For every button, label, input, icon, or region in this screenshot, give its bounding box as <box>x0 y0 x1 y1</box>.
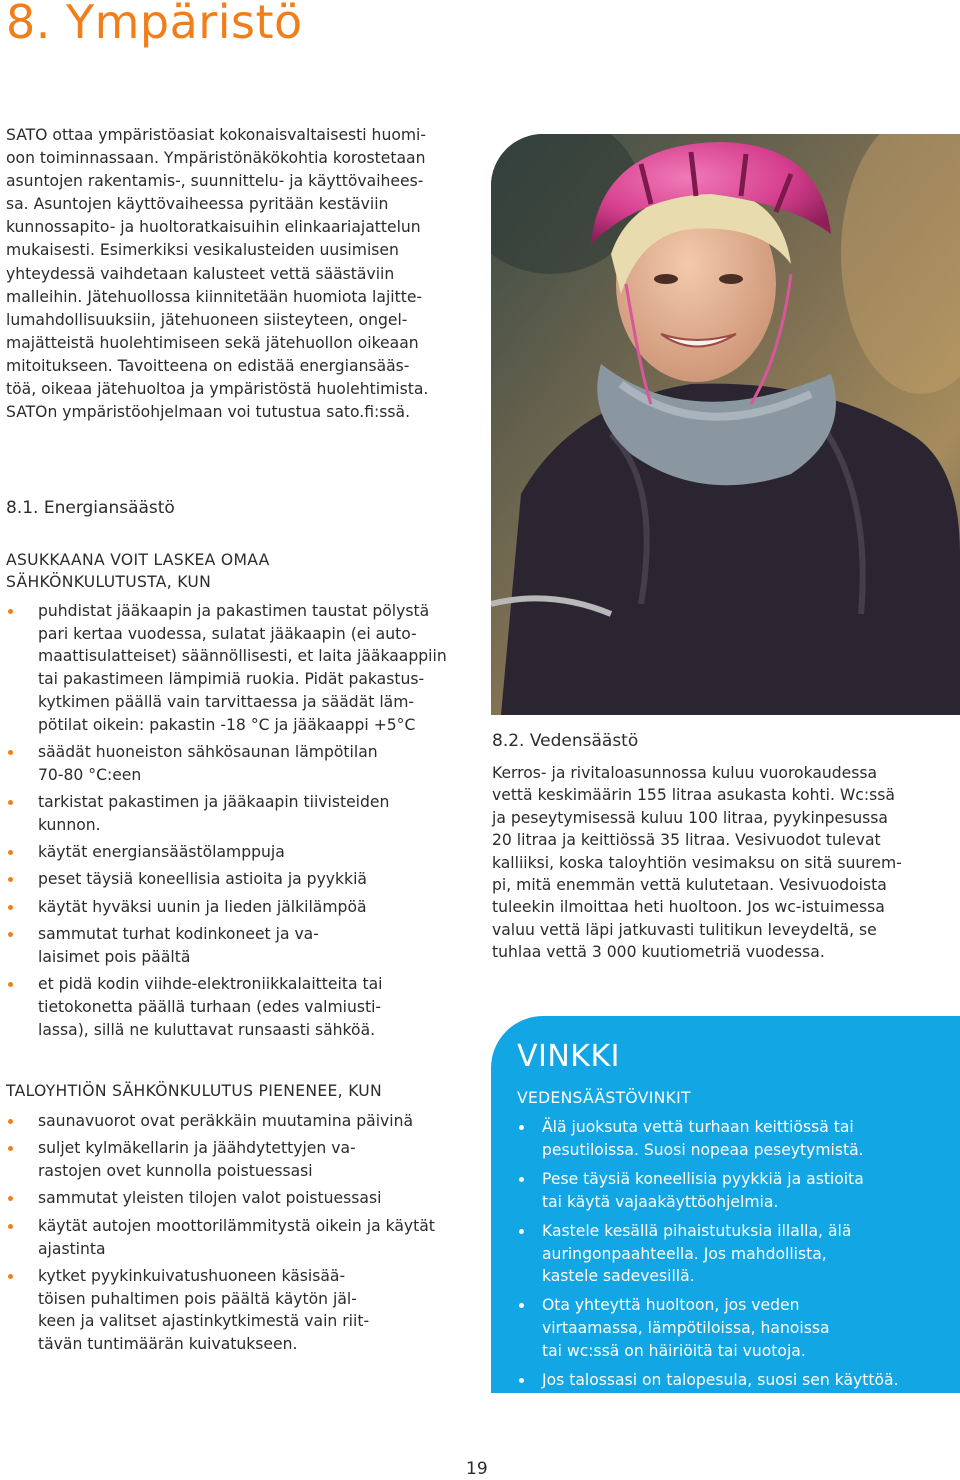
text-line: töä, oikeaa jätehuoltoa ja ympäristöstä huolehtimista. <box>6 380 429 399</box>
text-line: tietokonetta päällä turhaan (edes valmiusti- <box>38 998 382 1017</box>
list-item <box>6 923 476 968</box>
text-line: yhteydessä vaihdetaan kalusteet vettä säästäviin <box>6 264 395 283</box>
text-line: tarkistat pakastimen ja jääkaapin tiivisteiden <box>38 793 390 811</box>
text-line: asuntojen rakentamis-, suunnittelu- ja käyttövaihees- <box>6 172 424 191</box>
text-line: et pidä kodin viihde-elektroniikkalaitteita tai <box>38 975 383 994</box>
text-line: pi, mitä enemmän vettä kulutetaan. Vesivuodoista <box>492 876 887 895</box>
list2-heading: TALOYHTIÖN SÄHKÖNKULUTUS PIENENEE, KUN <box>6 1082 382 1100</box>
bullet-icon <box>8 1146 13 1151</box>
text-line: oon toiminnassaan. Ympäristönäkökohtia korostetaan <box>6 149 426 168</box>
text-line: säädät huoneiston sähkösaunan lämpötilan <box>38 742 378 761</box>
list-item <box>6 896 476 919</box>
text-line: töisen puhaltimen pois päältä käytön jäl- <box>38 1289 357 1308</box>
bullet-icon <box>8 982 13 987</box>
bullet-icon <box>8 1274 13 1279</box>
list-item <box>6 868 476 891</box>
intro-paragraph <box>6 124 476 424</box>
text-line: valuu vettä läpi jatkuvasti tulitikun leveydeltä, se <box>492 920 877 939</box>
text-line: Ota yhteyttä huoltoon, jos veden <box>542 1296 800 1315</box>
text-line: tai käytä vajaakäyttöohjelmia. <box>542 1192 779 1211</box>
text-line: malleihin. Jätehuollossa kiinnitetään huomiota lajitte- <box>6 287 423 306</box>
vinkki-box <box>491 1016 960 1393</box>
text-line: sammutat turhat kodinkoneet ja va- <box>38 925 319 944</box>
bullet-icon <box>8 609 13 614</box>
text-line: mukaisesti. Esimerkiksi vesikalusteiden uusimisen <box>6 241 399 260</box>
list-item <box>6 791 476 836</box>
text-line: Kerros- ja rivitaloasunnossa kuluu vuorokaudessa <box>492 764 878 782</box>
text-line: SATO ottaa ympäristöasiat kokonaisvaltaisesti huomi- <box>6 126 427 144</box>
page-number: 19 <box>466 1459 488 1479</box>
bullet-icon <box>519 1378 524 1383</box>
list-item <box>6 1265 476 1356</box>
energy-tips-list <box>6 600 476 1046</box>
text-line: tai wc:ssä on häiriöitä tai vuotoja. <box>542 1341 806 1360</box>
bullet-icon <box>8 905 13 910</box>
text-line: pari kertaa vuodessa, sulatat jääkaapin (ei auto- <box>38 624 417 643</box>
text-line: virtaamassa, lämpötiloissa, hanoissa <box>542 1319 830 1338</box>
bullet-icon <box>519 1229 524 1234</box>
vinkki-subtitle: VEDENSÄÄSTÖVINKIT <box>517 1089 691 1107</box>
text-line: sa. Asuntojen käyttövaiheessa pyritään kestäviin <box>6 195 389 214</box>
text-line: laisimet pois päältä <box>38 947 191 966</box>
vinkki-list <box>517 1116 947 1398</box>
text-line: suljet kylmäkellarin ja jäähdytettyjen va- <box>38 1139 356 1158</box>
bullet-icon <box>519 1177 524 1182</box>
text-line: kytkimen päällä vain tarvittaessa ja säädät läm- <box>38 692 415 711</box>
list1-heading <box>6 550 270 593</box>
text-line: kalliiksi, koska taloyhtiön vesimaksu on sitä suurem- <box>492 853 902 872</box>
bullet-icon <box>8 750 13 755</box>
text-line: saunavuorot ovat peräkkäin muutamina päivinä <box>38 1112 414 1130</box>
text-line: sammutat yleisten tilojen valot poistuessasi <box>38 1189 382 1208</box>
text-line: 20 litraa ja keittiössä 35 litraa. Vesivuodot tulevat <box>492 831 881 850</box>
bullet-icon <box>519 1303 524 1308</box>
text-line: Kastele kesällä pihaistutuksia illalla, älä <box>542 1221 852 1240</box>
bullet-icon <box>8 800 13 805</box>
list-item <box>517 1116 947 1161</box>
text-line: kytket pyykinkuivatushuoneen käsisää- <box>38 1266 346 1285</box>
text-line: Pese täysiä koneellisia pyykkiä ja astioita <box>542 1169 864 1188</box>
text-line: käytät autojen moottorilämmitystä oikein ja käytät <box>38 1216 435 1235</box>
list-item <box>6 741 476 786</box>
list-item <box>6 1215 476 1260</box>
cyclist-illustration <box>491 134 960 715</box>
page-title: 8. Ympäristö <box>6 0 303 49</box>
text-line: käytät energiansäästölamppuja <box>38 843 285 862</box>
text-line: tuleekin ilmoittaa heti huoltoon. Jos wc-istuimessa <box>492 898 885 917</box>
list-item <box>517 1220 947 1288</box>
list-item <box>6 1137 476 1182</box>
text-line: ja peseytymisessä kuluu 100 litraa, pyykinpesussa <box>492 808 888 827</box>
bullet-icon <box>8 1224 13 1229</box>
text-line: rastojen ovet kunnolla poistuessasi <box>38 1162 313 1181</box>
bullet-icon <box>8 1119 13 1124</box>
text-line: puhdistat jääkaapin ja pakastimen taustat pölystä <box>38 602 430 620</box>
text-line: peset täysiä koneellisia astioita ja pyykkiä <box>38 870 367 889</box>
list-item <box>6 841 476 864</box>
text-line: auringonpaahteella. Jos mahdollista, <box>542 1244 827 1263</box>
bullet-icon <box>8 1196 13 1201</box>
text-line: pötilat oikein: pakastin -18 °C ja jääkaappi +5°C <box>38 715 416 734</box>
vinkki-title: VINKKI <box>517 1039 621 1074</box>
water-heading: 8.2. Vedensäästö <box>492 731 639 751</box>
bullet-icon <box>519 1125 524 1130</box>
text-line: tävän tuntimäärän kuivatukseen. <box>38 1335 298 1354</box>
text-line: vettä keskimäärin 155 litraa asukasta kohti. Wc:ssä <box>492 786 895 805</box>
water-paragraph <box>492 762 952 964</box>
text-line: käytät hyväksi uunin ja lieden jälkilämpöä <box>38 897 367 916</box>
text-line: lassa), sillä ne kuluttavat runsaasti sähköä. <box>38 1020 376 1039</box>
list1-heading-line: SÄHKÖNKULUTUSTA, KUN <box>6 572 212 591</box>
text-line: pesutiloissa. Suosi nopeaa peseytymistä. <box>542 1140 864 1159</box>
bullet-icon <box>8 877 13 882</box>
text-line: SATOn ympäristöohjelmaan voi tutustua sato.fi:ssä. <box>6 403 411 422</box>
cyclist-photo <box>491 134 960 715</box>
list-item <box>6 973 476 1041</box>
text-line: tuhlaa vettä 3 000 kuutiometriä vuodessa. <box>492 943 825 962</box>
bullet-icon <box>8 932 13 937</box>
list1-heading-line: ASUKKAANA VOIT LASKEA OMAA <box>6 551 270 569</box>
text-line: 70-80 °C:een <box>38 765 142 784</box>
text-line: majätteistä huolehtimiseen sekä jätehuollon oikeaan <box>6 333 419 352</box>
list-item <box>6 600 476 736</box>
building-tips-list <box>6 1110 476 1360</box>
list-item <box>517 1294 947 1362</box>
list-item <box>6 1110 476 1133</box>
text-line: lumahdollisuuksiin, jätehuoneen siisteyteen, ongel- <box>6 310 408 329</box>
text-line: Jos talossasi on talopesula, suosi sen käyttöä. <box>542 1371 899 1390</box>
text-line: maattisulatteiset) säännöllisesti, et laita jääkaappiin <box>38 647 447 666</box>
list-item <box>6 1187 476 1210</box>
energy-heading: 8.1. Energiansäästö <box>6 498 175 518</box>
text-line: keen ja valitset ajastinkytkimestä vain riit- <box>38 1312 370 1331</box>
list-item <box>517 1369 947 1392</box>
bullet-icon <box>8 850 13 855</box>
text-line: ajastinta <box>38 1239 106 1258</box>
text-line: Älä juoksuta vettä turhaan keittiössä tai <box>542 1118 854 1136</box>
text-line: kunnossapito- ja huoltoratkaisuihin elinkaariajattelun <box>6 218 421 237</box>
text-line: kunnon. <box>38 815 101 834</box>
text-line: kastele sadevesillä. <box>542 1267 695 1286</box>
list-item <box>517 1168 947 1213</box>
text-line: mitoitukseen. Tavoitteena on edistää energiansääs- <box>6 356 410 375</box>
text-line: tai pakastimeen lämpimiä ruokia. Pidät pakastus- <box>38 670 425 689</box>
